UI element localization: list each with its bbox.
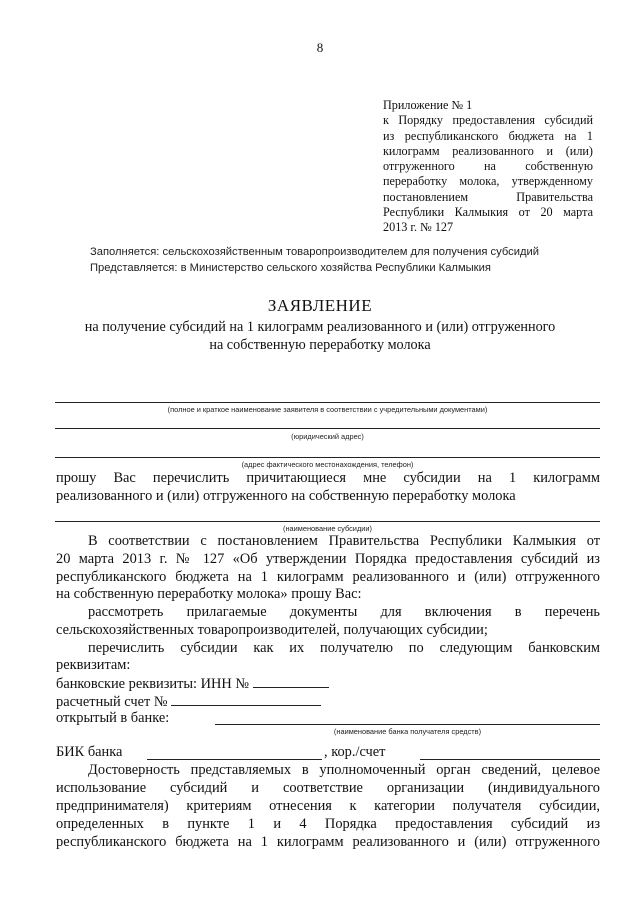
actual-address-caption: (адрес фактического местонахождения, телефон) — [241, 460, 414, 469]
accordance-line: 20 марта 2013 г. № 127 «Об утверждении Порядка предоставления субсидий из — [56, 551, 600, 567]
transfer-line: реквизитам: — [56, 657, 131, 673]
document-subtitle — [60, 318, 580, 354]
appendix-line: Приложение № 1 — [383, 98, 473, 112]
inn-row — [56, 675, 329, 694]
appendix-line: переработку молока, утвержденному — [383, 174, 593, 189]
document-title: ЗАЯВЛЕНИЕ — [267, 296, 373, 315]
reliability-line: Достоверность представляемых в уполномоченный орган сведений, целевое — [88, 762, 600, 778]
applicant-name-line[interactable] — [55, 402, 600, 403]
appendix-line: Республики Калмыкия от 20 марта — [383, 205, 593, 220]
subsidy-name-caption: (наименование субсидии) — [283, 524, 372, 533]
appendix-line: из республиканского бюджета на 1 — [383, 128, 593, 143]
actual-address-line[interactable] — [55, 457, 600, 458]
reliability-line: использование субсидий и соответствие организации (индивидуального — [56, 780, 600, 796]
accordance-line: В соответствии с постановлением Правительства Республики Калмыкия от — [88, 533, 600, 549]
bik-field[interactable] — [147, 759, 322, 760]
page-number: 8 — [316, 40, 324, 55]
legal-address-caption: (юридический адрес) — [291, 432, 364, 441]
reliability-line: республиканского бюджета на 1 килограмм реализованного и (или) отгруженного — [56, 834, 600, 850]
corr-account-field[interactable] — [420, 759, 600, 760]
account-label: расчетный счет № — [56, 694, 168, 710]
consider-line: рассмотреть прилагаемые документы для включения в перечень — [88, 604, 600, 620]
applicant-name-caption: (полное и краткое наименование заявителя в соответствии с учредительными документами) — [167, 405, 488, 414]
account-row — [56, 693, 321, 712]
bank-name-line[interactable] — [215, 724, 600, 725]
bank-name-caption: (наименование банка получателя средств) — [333, 727, 482, 736]
account-field[interactable] — [171, 693, 321, 706]
legal-address-line[interactable] — [55, 428, 600, 429]
reliability-line: предпринимателя) критериям отнесения к категории получателя субсидии, — [56, 798, 600, 814]
subtitle-line: на собственную переработку молока — [209, 337, 431, 353]
request-line-1: прошу Вас перечислить причитающиеся мне субсидии на 1 килограмм — [56, 470, 600, 486]
appendix-line: постановлением Правительства — [383, 189, 593, 204]
subtitle-line: на получение субсидий на 1 килограмм реализованного и (или) отгруженного — [84, 319, 556, 335]
appendix-reference — [383, 98, 593, 236]
inn-field[interactable] — [253, 675, 329, 688]
subsidy-name-line[interactable] — [55, 521, 600, 522]
appendix-line: килограмм реализованного и (или) — [383, 143, 593, 158]
reliability-line: определенных в пункте 1 и 4 Порядка предоставления субсидий из — [56, 816, 600, 832]
bank-opened-label: открытый в банке: — [56, 710, 170, 726]
consider-line: сельскохозяйственных товаропроизводителей, получающих субсидии; — [56, 622, 488, 638]
bik-label: БИК банка — [56, 744, 123, 760]
transfer-line: перечислить субсидии как их получателю по следующим банковским — [88, 640, 600, 656]
filled-by-note: Заполняется: сельскохозяйственным товаропроизводителем для получения субсидий — [90, 246, 539, 258]
accordance-line: республиканского бюджета на 1 килограмм реализованного и (или) отгруженного — [56, 569, 600, 585]
corr-account-label: , кор./счет — [324, 744, 386, 760]
appendix-line: к Порядку предоставления субсидий — [383, 113, 593, 128]
accordance-line: на собственную переработку молока» прошу Вас: — [56, 586, 362, 602]
request-line-2: реализованного и (или) отгруженного на собственную переработку молока — [56, 488, 516, 504]
inn-label: банковские реквизиты: ИНН № — [56, 676, 250, 692]
appendix-line: 2013 г. № 127 — [383, 220, 454, 235]
appendix-line: отгруженного на собственную — [383, 159, 593, 174]
submitted-to-note: Представляется: в Министерство сельского хозяйства Республики Калмыкия — [90, 262, 491, 274]
